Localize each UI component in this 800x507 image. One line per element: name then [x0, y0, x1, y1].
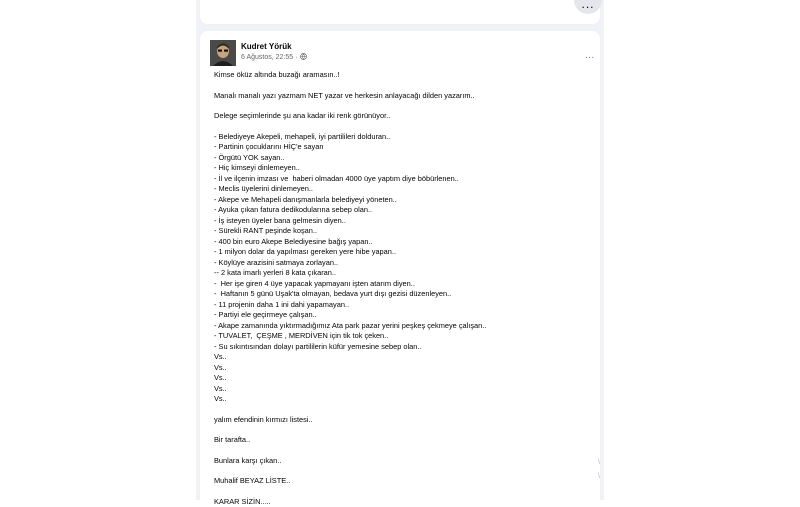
edge-marks — [598, 456, 600, 484]
post-header — [210, 40, 590, 66]
list-item: Vs.. — [214, 384, 586, 395]
list-item: - Köylüye arazisini satmaya zorlayan.. — [214, 258, 586, 269]
meta-separator: · — [295, 54, 297, 61]
edge-mark: \ — [598, 470, 600, 484]
post-meta — [241, 53, 307, 62]
outro-line: yalım efendinin kırmızı listesi.. — [214, 415, 586, 426]
list-item: - İl ve ilçenin imzası ve haberi olmadan 4000 üye yaptım diye böbürlenen.. — [214, 174, 586, 185]
list-item: Vs.. — [214, 352, 586, 363]
author-avatar[interactable] — [210, 40, 236, 66]
list-item: - 1 milyon dolar da yapılması gereken yere hibe yapan.. — [214, 247, 586, 258]
list-item: - Meclis üyelerini dinlemeyen.. — [214, 184, 586, 195]
intro-line: Delege seçimlerinde şu ana kadar iki renk görünüyor.. — [214, 111, 586, 122]
list-item: - Belediyeye Akepeli, mehapeli, iyi partilileri dolduran.. — [214, 132, 586, 143]
list-item: - Su sıkıntısından dolayı partililerin küfür yemesine sebep olan.. — [214, 342, 586, 353]
list-item: - Ayuka çıkan fatura dedikodularına sebep olan.. — [214, 205, 586, 216]
list-item: Vs.. — [214, 363, 586, 374]
intro-line: Kimse öküz altında buzağı aramasın..! — [214, 70, 586, 81]
top-more-options-button[interactable]: ... — [574, 0, 602, 14]
avatar-photo — [210, 40, 236, 66]
list-item: - Haftanın 5 günü Uşak'ta olmayan, bedava yurt dışı gezisi düzenleyen.. — [214, 289, 586, 300]
list-item: - Partiyi ele geçirmeye çalışan.. — [214, 310, 586, 321]
previous-post-card — [200, 0, 600, 24]
author-name[interactable]: Kudret Yörük — [241, 42, 292, 51]
list-item: - 400 bin euro Akepe Belediyesine bağış yapan.. — [214, 237, 586, 248]
list-item: - Sürekli RANT peşinde koşan.. — [214, 226, 586, 237]
post-date[interactable]: 6 Ağustos, 22:55 — [241, 54, 293, 61]
list-item: - İş isteyen üyeler bana gelmesin diyen.. — [214, 216, 586, 227]
list-item: - TUVALET, ÇEŞME , MERDİVEN için tik tok çeken.. — [214, 331, 586, 342]
outro-line: Muhalif BEYAZ LİSTE.. — [214, 476, 586, 487]
intro-line: Manalı manalı yazı yazmam NET yazar ve herkesin anlayacağı dilden yazarım.. — [214, 91, 586, 102]
list-item: - Akape zamanında yıktırmadığımız Ata park pazar yerini peşkeş çekmeye çalışan.. — [214, 321, 586, 332]
list-item: - Partinin çocuklarını HİÇ'e sayan — [214, 142, 586, 153]
list-item: - 11 projenin daha 1 ini dahi yapamayan.. — [214, 300, 586, 311]
list-item: - Akepe ve Mehapeli danışmanlarla belediyeyi yöneten.. — [214, 195, 586, 206]
list-item: - Örgütü YOK sayan.. — [214, 153, 586, 164]
outro-line: Bir tarafta.. — [214, 435, 586, 446]
list-item: Vs.. — [214, 373, 586, 384]
list-item: Vs.. — [214, 394, 586, 405]
list-item: - Hiç kimseyi dinlemeyen.. — [214, 163, 586, 174]
post-card — [200, 31, 600, 500]
list-item: -- 2 kata imarlı yerleri 8 kata çıkaran.. — [214, 268, 586, 279]
globe-icon — [300, 53, 307, 62]
outro-line: Bunlara karşı çıkan.. — [214, 456, 586, 467]
outro-line: KARAR SİZİN..... — [214, 497, 586, 507]
edge-mark: \ — [598, 456, 600, 470]
list-item: - Her işe giren 4 üye yapacak yapmayanı işten atarım diyen.. — [214, 279, 586, 290]
post-more-options-button[interactable]: ... — [585, 50, 595, 61]
post-text — [214, 70, 586, 507]
